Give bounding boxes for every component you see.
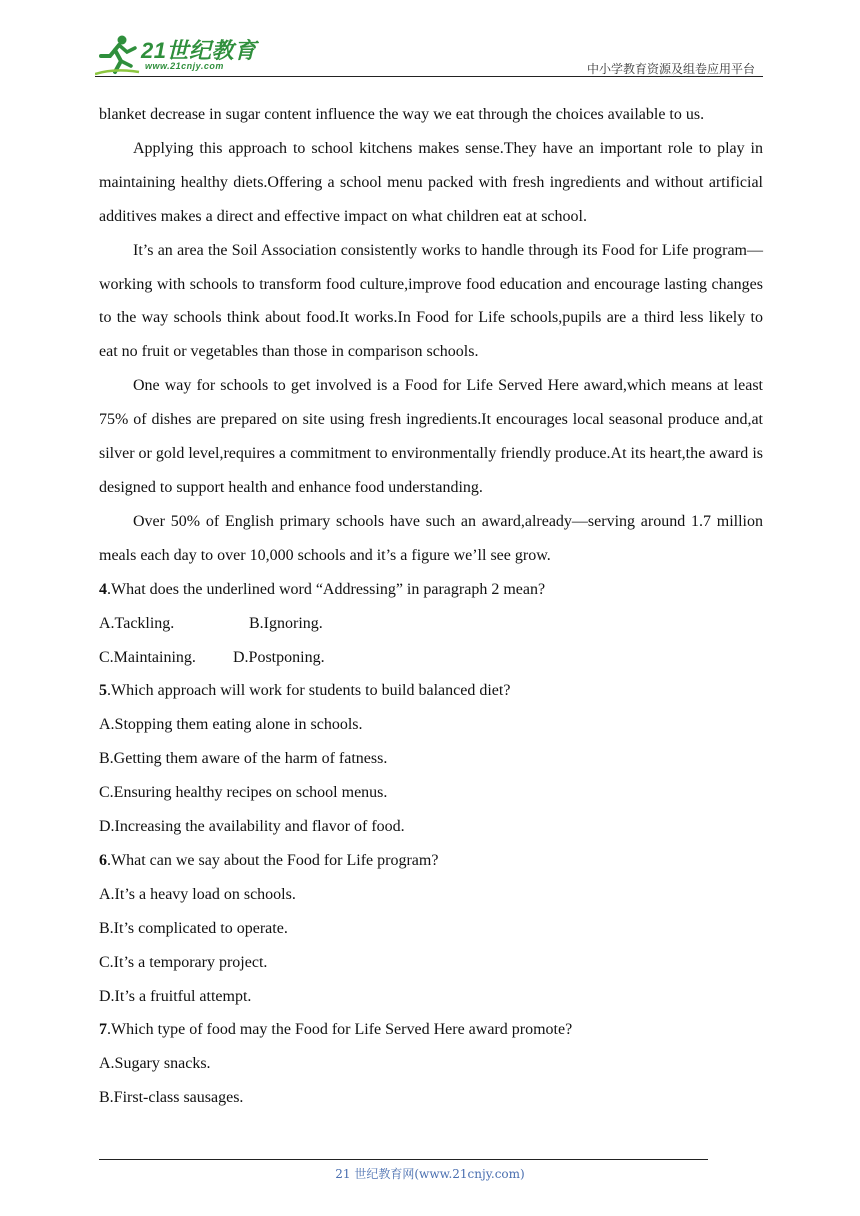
option-c: C.It’s a temporary project.	[99, 953, 268, 971]
document-body	[99, 98, 763, 1115]
passage-paragraph: It’s an area the Soil Association consistently works to handle through its Food for Life program—working with schools to transform food culture,improve food education and encourage lasting changes to the way schools think about food.It works.In Food for Life schools,pupils are a third less likely to eat no fruit or vegetables than those in comparison schools.	[99, 241, 763, 361]
logo-url: www.21cnjy.com	[145, 61, 224, 71]
logo	[95, 34, 265, 76]
option-a: A.It’s a heavy load on schools.	[99, 885, 296, 903]
question-number: 4	[99, 580, 107, 598]
question-text: .Which approach will work for students to build balanced diet?	[107, 682, 511, 700]
option-a: A.Sugary snacks.	[99, 1055, 211, 1073]
option-c: C.Ensuring healthy recipes on school menus.	[99, 784, 388, 802]
option-d: D.Increasing the availability and flavor of food.	[99, 818, 405, 836]
option-d: D.Postponing.	[233, 648, 325, 666]
question-7	[99, 1013, 763, 1047]
runner-icon	[95, 34, 141, 76]
header-divider	[95, 76, 763, 77]
question-5	[99, 674, 763, 708]
option-b: B.First-class sausages.	[99, 1089, 244, 1107]
option-b: B.Getting them aware of the harm of fatness.	[99, 750, 388, 768]
logo-text: 21世纪教育	[141, 38, 257, 63]
question-text: .What can we say about the Food for Life program?	[107, 851, 439, 869]
footer-divider	[99, 1159, 708, 1160]
question-text: .Which type of food may the Food for Life Served Here award promote?	[107, 1021, 573, 1039]
option-a: A.Tackling.	[99, 614, 175, 632]
question-number: 5	[99, 682, 107, 700]
option-b: B.Ignoring.	[249, 614, 323, 632]
passage-paragraph: blanket decrease in sugar content influence the way we eat through the choices available to us.	[99, 106, 705, 123]
question-4	[99, 573, 763, 607]
option-c: C.Maintaining.	[99, 648, 196, 666]
page-header	[95, 30, 763, 78]
question-text: .What does the underlined word “Addressing” in paragraph 2 mean?	[107, 580, 546, 598]
header-platform-title: 中小学教育资源及组卷应用平台	[586, 62, 755, 76]
options-row	[99, 641, 763, 675]
question-6	[99, 844, 763, 878]
passage-paragraph: Applying this approach to school kitchens makes sense.They have an important role to play in maintaining healthy diets.Offering a school menu packed with fresh ingredients and without artificial additives makes a direct and effective impact on what children eat at school.	[99, 139, 763, 225]
option-b: B.It’s complicated to operate.	[99, 919, 288, 937]
footer-link[interactable]: 21 世纪教育网(www.21cnjy.com)	[335, 1167, 525, 1181]
option-a: A.Stopping them eating alone in schools.	[99, 716, 363, 734]
option-d: D.It’s a fruitful attempt.	[99, 987, 252, 1005]
passage-paragraph: One way for schools to get involved is a Food for Life Served Here award,which means at least 75% of dishes are prepared on site using fresh ingredients.It encourages local seasonal produce and,at silver or gold level,requires a commitment to environmentally friendly produce.At its heart,the award is designed to support health and enhance food understanding.	[99, 377, 763, 496]
question-number: 7	[99, 1021, 107, 1039]
options-row	[99, 607, 763, 641]
passage-paragraph: Over 50% of English primary schools have such an award,already—serving around 1.7 million meals each day to over 10,000 schools and it’s a figure we’ll see grow.	[99, 512, 763, 564]
question-number: 6	[99, 851, 107, 869]
